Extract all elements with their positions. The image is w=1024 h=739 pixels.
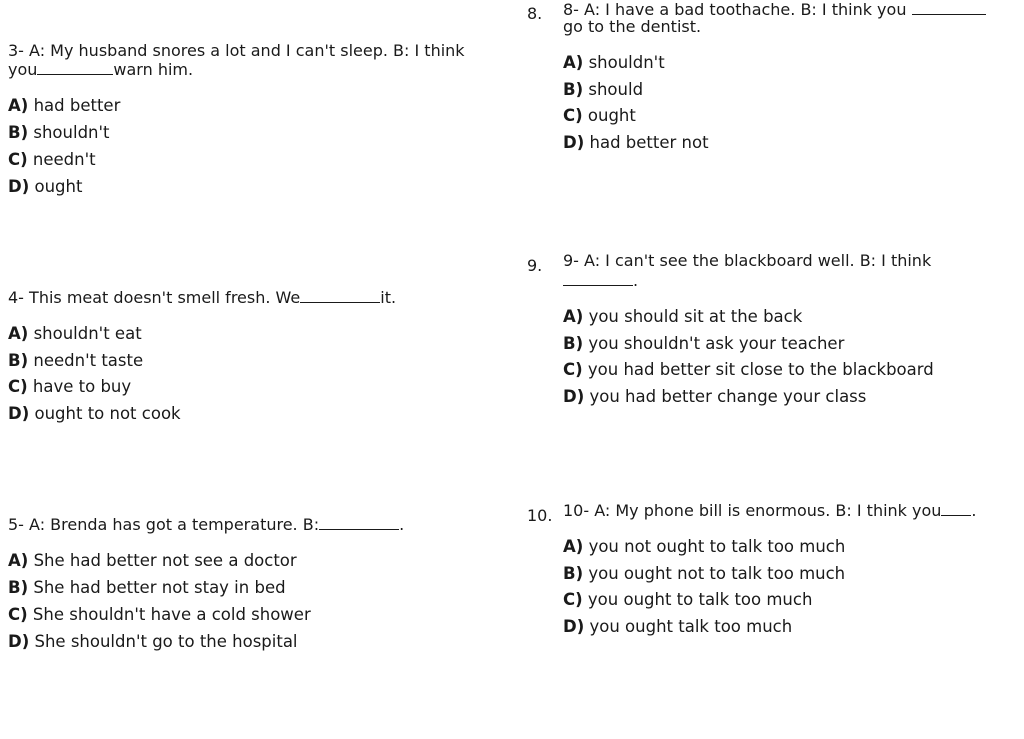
option-d[interactable]: D) had better not	[563, 132, 709, 152]
option-d[interactable]: D) ought	[8, 177, 83, 196]
option-c[interactable]: C) She shouldn't have a cold shower	[8, 605, 311, 624]
option-c[interactable]: C) ought	[563, 106, 636, 125]
option-d[interactable]: D) you ought talk too much	[563, 616, 793, 636]
option-c[interactable]: C) you had better sit close to the blackboard	[563, 360, 934, 379]
option-b[interactable]: B) should	[563, 79, 644, 99]
question-stem: 9- A: I can't see the blackboard well. B: I think .	[563, 251, 932, 290]
option-a[interactable]: A) She had better not see a doctor	[8, 551, 297, 570]
option-d[interactable]: D) you had better change your class	[563, 386, 867, 406]
answer-blank	[300, 288, 380, 303]
question-stem: 10- A: My phone bill is enormous. B: I think you .	[563, 501, 977, 520]
question-stem: 8- A: I have a bad toothache. B: I think you go to the dentist.	[563, 0, 1023, 35]
question-3	[8, 41, 478, 204]
options-list	[563, 307, 1023, 413]
option-d[interactable]: D) ought to not cook	[8, 403, 181, 423]
question-number: 8.	[527, 4, 543, 23]
option-a[interactable]: A) shouldn't eat	[8, 324, 142, 343]
option-b[interactable]: B) She had better not stay in bed	[8, 578, 286, 597]
option-a[interactable]: A) you should sit at the back	[563, 307, 803, 326]
question-number: 10.	[527, 506, 553, 525]
options-list	[8, 551, 478, 659]
answer-blank	[941, 501, 971, 516]
options-list	[8, 96, 478, 204]
option-c[interactable]: C) have to buy	[8, 377, 132, 396]
option-a[interactable]: A) had better	[8, 96, 121, 115]
options-list	[8, 324, 478, 430]
question-number: 9.	[527, 256, 543, 275]
question-stem: 5- A: Brenda has got a temperature. B: .	[8, 515, 405, 534]
question-8	[563, 0, 1023, 159]
option-b[interactable]: B) you shouldn't ask your teacher	[563, 333, 845, 353]
option-a[interactable]: A) you not ought to talk too much	[563, 537, 846, 556]
question-stem: 3- A: My husband snores a lot and I can't sleep. B: I think you warn him.	[8, 41, 465, 79]
options-list	[563, 537, 1023, 643]
option-c[interactable]: C) needn't	[8, 150, 96, 169]
question-9	[563, 251, 1023, 413]
option-b[interactable]: B) needn't taste	[8, 350, 144, 370]
question-4	[8, 288, 478, 430]
option-d[interactable]: D) She shouldn't go to the hospital	[8, 632, 298, 651]
answer-blank	[563, 271, 633, 286]
question-5	[8, 515, 478, 659]
question-stem: 4- This meat doesn't smell fresh. We it.	[8, 288, 397, 307]
option-b[interactable]: B) you ought not to talk too much	[563, 563, 846, 583]
question-10	[563, 501, 1023, 643]
option-b[interactable]: B) shouldn't	[8, 123, 110, 142]
answer-blank	[37, 60, 113, 75]
answer-blank	[912, 0, 986, 15]
option-a[interactable]: A) shouldn't	[563, 53, 665, 72]
option-c[interactable]: C) you ought to talk too much	[563, 590, 813, 609]
answer-blank	[319, 515, 399, 530]
options-list	[563, 53, 1023, 159]
